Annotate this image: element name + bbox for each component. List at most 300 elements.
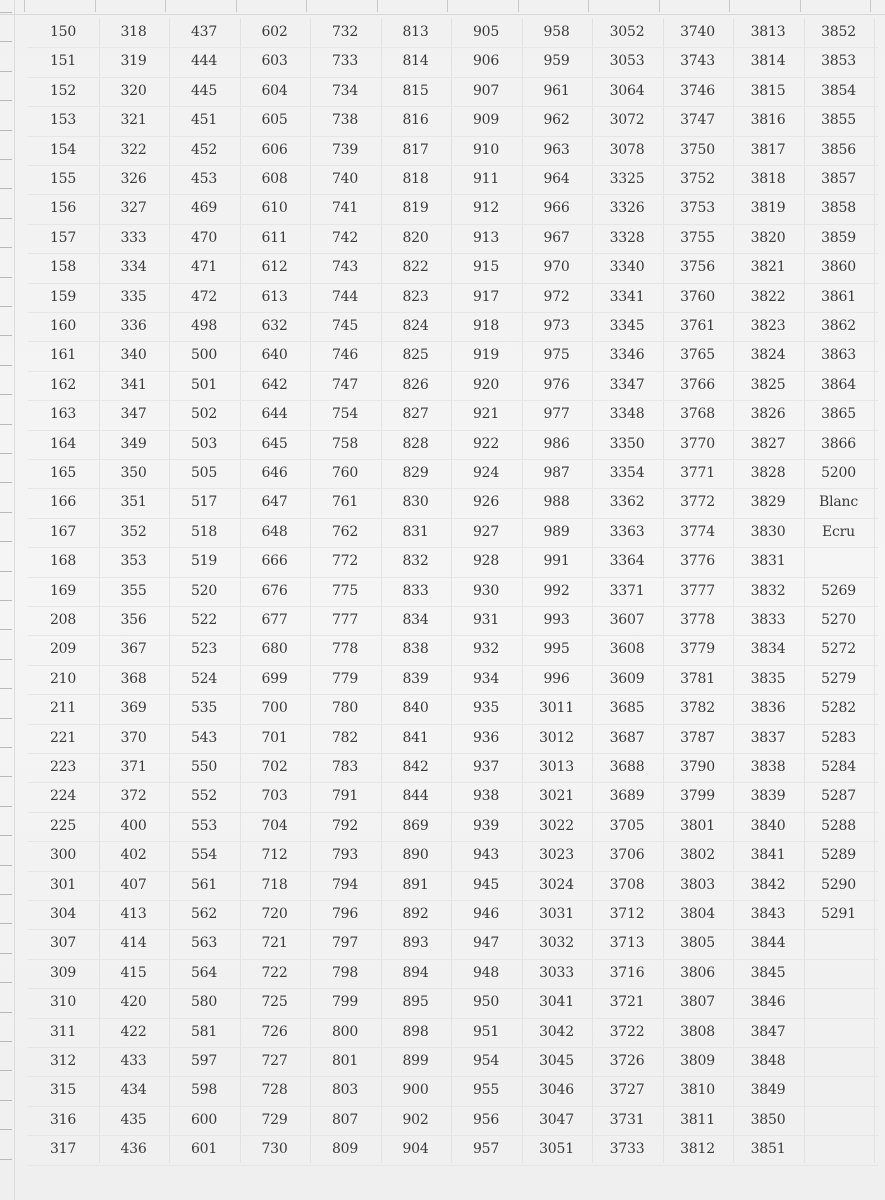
color-code-cell: 163	[49, 406, 77, 423]
color-code-cell: 905	[472, 24, 500, 40]
color-code-cell: 333	[120, 229, 147, 246]
color-code-cell: 963	[543, 141, 570, 158]
color-code-cell: 734	[331, 82, 359, 99]
color-code-cell: 469	[190, 200, 218, 217]
color-code-cell: 221	[49, 729, 77, 746]
color-code-cell: 3808	[680, 1023, 715, 1040]
color-code-cell: 3813	[750, 24, 786, 40]
color-code-cell: 518	[190, 523, 218, 540]
color-code-cell	[804, 1076, 874, 1105]
row-divider	[28, 929, 878, 930]
color-code-cell: 907	[472, 82, 500, 99]
color-code-cell: 746	[331, 347, 359, 364]
color-code-cell: 3858	[821, 200, 856, 217]
color-code-cell: 153	[49, 112, 77, 129]
color-code-cell: 962	[543, 112, 570, 129]
ruler-tick	[0, 130, 12, 131]
color-code-cell	[804, 1047, 874, 1076]
color-code-cell: 552	[190, 788, 218, 805]
color-code-cell: 927	[472, 523, 500, 540]
color-code-cell: 956	[472, 1111, 500, 1128]
color-code-cell: 797	[331, 935, 359, 952]
color-code-cell: 3832	[750, 582, 786, 599]
color-code-cell: 3347	[609, 376, 645, 393]
color-code-cell: 371	[120, 759, 147, 775]
color-code-cell: 945	[472, 876, 500, 893]
color-code-cell: 155	[49, 171, 77, 187]
color-code-cell: 309	[49, 964, 77, 981]
color-code-cell: 3830	[750, 523, 786, 540]
row-divider	[28, 694, 878, 695]
color-code-cell: 666	[261, 553, 288, 570]
color-code-cell: 744	[331, 288, 359, 305]
ruler-tick	[0, 659, 12, 660]
color-code-cell: 814	[402, 53, 429, 70]
color-code-cell: 3712	[609, 906, 645, 922]
color-code-cell: 208	[49, 612, 77, 628]
color-code-cell: 453	[190, 171, 218, 187]
color-code-cell: 938	[472, 788, 500, 805]
color-code-cell: 3857	[821, 171, 856, 187]
color-code-cell: 972	[543, 288, 570, 305]
color-code-cell: 3045	[539, 1053, 574, 1069]
row-divider	[28, 812, 878, 813]
color-code-cell: 472	[190, 288, 218, 305]
row-divider	[28, 518, 878, 519]
color-code-cell: 550	[190, 759, 218, 775]
ruler-tick	[0, 218, 12, 219]
color-code-cell: 5290	[821, 876, 856, 893]
color-code-cell: 162	[49, 376, 77, 393]
color-code-cell: 564	[190, 964, 218, 981]
color-code-cell: 794	[331, 876, 359, 893]
color-code-cell: 800	[331, 1023, 359, 1040]
color-code-cell: 924	[472, 465, 500, 481]
color-code-cell: 169	[49, 582, 77, 599]
color-code-cell: 3835	[750, 670, 786, 687]
color-code-cell: 3760	[680, 288, 715, 305]
color-code-cell: 828	[402, 435, 429, 452]
color-code-cell: 729	[261, 1111, 288, 1128]
color-code-cell: 793	[331, 847, 359, 864]
color-code-cell	[804, 547, 874, 576]
color-code-cell: 519	[190, 553, 218, 570]
color-code-cell: 3716	[609, 964, 645, 981]
color-code-cell: 3042	[539, 1023, 574, 1040]
color-code-cell: 505	[190, 465, 218, 481]
color-code-cell: 3765	[680, 347, 715, 364]
color-code-cell: 817	[402, 141, 429, 158]
ruler-tick	[0, 188, 12, 189]
color-code-cell: 819	[402, 200, 429, 217]
color-code-cell: 335	[120, 288, 147, 305]
color-code-cell: 973	[543, 318, 570, 334]
color-code-cell: 966	[543, 200, 570, 217]
color-code-cell: 353	[120, 553, 147, 570]
color-code-cell: 957	[472, 1141, 500, 1158]
color-code-cell: 3851	[750, 1141, 786, 1158]
color-code-cell: 961	[543, 82, 570, 99]
color-code-cell: 782	[331, 729, 359, 746]
ruler-tick	[0, 1100, 12, 1101]
color-code-cell: 3022	[539, 817, 574, 834]
color-code-cell: 3031	[539, 906, 574, 922]
color-code-cell: 613	[261, 288, 288, 305]
color-code-cell: 727	[261, 1053, 288, 1069]
color-code-cell: 894	[402, 964, 429, 981]
color-code-cell: 5288	[821, 817, 856, 834]
color-code-cell: 989	[543, 523, 570, 540]
color-code-cell: 987	[543, 465, 570, 481]
ruler-tick	[0, 41, 12, 42]
color-code-cell: 3363	[609, 523, 645, 540]
color-code-cell: 3064	[609, 82, 645, 99]
color-code-cell: 741	[331, 200, 359, 217]
color-code-cell: 3354	[609, 465, 645, 481]
column-divider	[874, 18, 875, 1163]
color-code-cell: 917	[472, 288, 500, 305]
color-code-cell: 700	[261, 700, 288, 717]
color-code-cell: 3051	[539, 1141, 574, 1158]
ruler-tick	[870, 0, 871, 12]
color-code-cell: 792	[331, 817, 359, 834]
row-divider	[28, 165, 878, 166]
color-code-cell: 3804	[680, 906, 715, 922]
color-code-cell: 733	[331, 53, 359, 70]
color-code-cell: 3838	[750, 759, 786, 775]
color-code-cell: 680	[261, 641, 288, 658]
color-code-cell: 745	[331, 318, 359, 334]
color-code-cell: 3782	[680, 700, 715, 717]
color-code-cell: 967	[543, 229, 570, 246]
color-code-cell: 351	[120, 494, 147, 511]
color-code-cell: 3848	[750, 1053, 786, 1069]
color-code-cell: 758	[331, 435, 359, 452]
color-code-cell: 603	[261, 53, 288, 70]
color-code-cell: 553	[190, 817, 218, 834]
color-code-cell: 964	[543, 171, 570, 187]
color-code-cell: 414	[120, 935, 147, 952]
color-code-cell: 3820	[750, 229, 786, 246]
color-code-cell: 722	[261, 964, 288, 981]
color-code-cell: 955	[472, 1082, 500, 1099]
color-code-cell: 3781	[680, 670, 715, 687]
color-code-cell: 3752	[680, 171, 715, 187]
color-code-cell: 3685	[609, 700, 645, 717]
color-code-cell: 605	[261, 112, 288, 129]
color-code-cell: 3747	[680, 112, 715, 129]
color-code-cell: 738	[331, 112, 359, 129]
color-code-cell: 602	[261, 24, 288, 40]
color-code-cell: 523	[190, 641, 218, 658]
color-code-cell: 829	[402, 465, 429, 481]
color-code-cell: 992	[543, 582, 570, 599]
color-code-cell: 3052	[609, 24, 645, 40]
color-code-cell: 3843	[750, 906, 786, 922]
color-code-cell: 3810	[680, 1082, 715, 1099]
color-code-cell: 315	[49, 1082, 77, 1099]
color-code-cell: 3024	[539, 876, 574, 893]
color-code-cell: 3326	[609, 200, 645, 217]
color-code-cell: 840	[402, 700, 429, 717]
color-code-cell: 3812	[680, 1141, 715, 1158]
color-code-cell: 3817	[750, 141, 786, 158]
color-code-cell: 818	[402, 171, 429, 187]
color-code-cell: 3863	[821, 347, 856, 364]
row-divider	[28, 724, 878, 725]
color-code-cell: 402	[120, 847, 147, 864]
color-code-cell: 900	[402, 1082, 429, 1099]
color-code-cell: 3364	[609, 553, 645, 570]
color-code-cell: 3687	[609, 729, 645, 746]
color-code-cell: 320	[120, 82, 147, 99]
color-code-cell: 3836	[750, 700, 786, 717]
color-code-cell: 3761	[680, 318, 715, 334]
color-code-cell: 632	[261, 318, 288, 334]
color-code-cell: 761	[331, 494, 359, 511]
color-code-cell: 704	[261, 817, 288, 834]
row-divider	[28, 106, 878, 107]
color-code-cell: 3750	[680, 141, 715, 158]
color-code-cell: 3688	[609, 759, 645, 775]
color-code-cell: 3847	[750, 1023, 786, 1040]
color-code-cell: 3012	[539, 729, 574, 746]
color-code-cell: 3816	[750, 112, 786, 129]
row-divider	[28, 988, 878, 989]
color-code-cell: 370	[120, 729, 147, 746]
color-code-cell: 3340	[609, 259, 645, 276]
ruler-tick	[0, 865, 12, 866]
color-code-cell: 3787	[680, 729, 715, 746]
ruler-tick	[588, 0, 589, 12]
color-code-cell: 500	[190, 347, 218, 364]
color-code-cell: 3866	[821, 435, 856, 452]
color-code-cell: 954	[472, 1053, 500, 1069]
color-code-cell: 3790	[680, 759, 715, 775]
color-code-cell: 611	[261, 229, 288, 246]
color-code-cell: 841	[402, 729, 429, 746]
color-code-cell: 3828	[750, 465, 786, 481]
color-code-cell: 517	[190, 494, 218, 511]
color-code-cell: 436	[120, 1141, 147, 1158]
color-code-cell: 598	[190, 1082, 218, 1099]
color-code-cell: 732	[331, 24, 359, 40]
row-divider	[28, 488, 878, 489]
ruler-tick	[0, 453, 12, 454]
ruler-tick	[0, 1012, 12, 1013]
color-code-cell: 3806	[680, 964, 715, 981]
color-code-cell: 3743	[680, 53, 715, 70]
ruler-tick	[0, 394, 12, 395]
color-code-cell: 3770	[680, 435, 715, 452]
top-ruler	[0, 0, 885, 15]
color-code-cell: 3837	[750, 729, 786, 746]
color-code-cell: 950	[472, 994, 500, 1011]
color-code-cell: 815	[402, 82, 429, 99]
ruler-tick	[165, 0, 166, 12]
ruler-tick	[659, 0, 660, 12]
color-code-cell: 3325	[609, 171, 645, 187]
color-code-cell: 3731	[609, 1111, 645, 1128]
color-code-cell: 327	[120, 200, 147, 217]
color-code-cell: 775	[331, 582, 359, 599]
color-code-cell: 3833	[750, 612, 786, 628]
color-code-cell: 807	[331, 1111, 359, 1128]
color-code-cell: 913	[472, 229, 500, 246]
color-code-cell: 535	[190, 700, 218, 717]
color-code-cell: 3046	[539, 1082, 574, 1099]
color-code-cell: 739	[331, 141, 359, 158]
color-code-cell: 975	[543, 347, 570, 364]
ruler-tick	[0, 159, 12, 160]
color-code-cell: 3350	[609, 435, 645, 452]
color-code-cell: 780	[331, 700, 359, 717]
row-divider	[28, 224, 878, 225]
ruler-tick	[0, 100, 12, 101]
color-code-cell: 993	[543, 612, 570, 628]
color-code-cell: 3814	[750, 53, 786, 70]
color-code-cell: 502	[190, 406, 218, 423]
color-code-cell: 341	[120, 376, 147, 393]
color-code-cell: 3846	[750, 994, 786, 1011]
color-code-cell: 820	[402, 229, 429, 246]
color-code-cell: 470	[190, 229, 218, 246]
color-code-cell: 912	[472, 200, 500, 217]
color-code-cell: 645	[261, 435, 288, 452]
color-code-cell: 434	[120, 1082, 147, 1099]
color-code-cell: 3753	[680, 200, 715, 217]
color-code-cell: 779	[331, 670, 359, 687]
row-divider	[28, 782, 878, 783]
row-divider	[28, 1076, 878, 1077]
color-code-cell: 301	[49, 876, 77, 893]
color-code-cell: 730	[261, 1141, 288, 1158]
color-code-cell: 3721	[609, 994, 645, 1011]
color-code-cell: 3047	[539, 1111, 574, 1128]
color-code-cell: 803	[331, 1082, 359, 1099]
color-code-cell: 3755	[680, 229, 715, 246]
color-code-cell: 838	[402, 641, 429, 658]
color-code-cell: 3864	[821, 376, 856, 393]
color-code-cell: 151	[49, 53, 77, 70]
color-code-cell: 3041	[539, 994, 574, 1011]
color-code-cell: 3841	[750, 847, 786, 864]
color-code-cell: 161	[49, 347, 77, 364]
color-code-cell: 167	[49, 523, 77, 540]
ruler-tick	[0, 247, 12, 248]
color-code-cell	[804, 1135, 874, 1164]
ruler-tick	[0, 982, 12, 983]
color-code-cell: 600	[190, 1111, 218, 1128]
color-code-cell: 3799	[680, 788, 715, 805]
color-code-cell: 3706	[609, 847, 645, 864]
color-code-cell: 562	[190, 906, 218, 922]
color-code-cell: 3776	[680, 553, 715, 570]
color-code-cell: 3607	[609, 612, 645, 628]
color-code-cell: 830	[402, 494, 429, 511]
ruler-tick	[0, 688, 12, 689]
ruler-tick	[0, 71, 12, 72]
color-code-cell: 922	[472, 435, 500, 452]
color-code-cell: 597	[190, 1053, 218, 1069]
ruler-tick	[95, 0, 96, 12]
color-code-cell: 498	[190, 318, 218, 334]
color-code-cell: 3822	[750, 288, 786, 305]
color-code-cell: 581	[190, 1023, 218, 1040]
color-code-cell: 3859	[821, 229, 856, 246]
ruler-tick	[0, 1159, 12, 1160]
color-code-cell: 311	[49, 1023, 77, 1040]
color-code-cell: 742	[331, 229, 359, 246]
row-divider	[28, 577, 878, 578]
color-code-cell	[804, 1106, 874, 1135]
color-code-cell: 561	[190, 876, 218, 893]
ruler-tick	[0, 747, 12, 748]
color-code-cell: 3827	[750, 435, 786, 452]
color-code-cell: 904	[402, 1141, 429, 1158]
color-code-cell: 3371	[609, 582, 645, 599]
color-code-cell: 157	[49, 229, 77, 246]
color-code-cell: 743	[331, 259, 359, 276]
color-code-cell: 728	[261, 1082, 288, 1099]
color-code-cell: 3722	[609, 1023, 645, 1040]
row-divider	[28, 194, 878, 195]
color-code-cell: 791	[331, 788, 359, 805]
color-code-cell: 816	[402, 112, 429, 129]
color-code-cell: 3853	[821, 53, 856, 70]
color-code-cell: 3815	[750, 82, 786, 99]
row-divider	[28, 459, 878, 460]
color-code-cell: 3072	[609, 112, 645, 129]
color-code-cell: 3345	[609, 318, 645, 334]
color-code-cell: 844	[402, 788, 429, 805]
color-code-cell: 699	[261, 670, 288, 687]
color-code-cell: 608	[261, 171, 288, 187]
color-code-cell	[804, 929, 874, 958]
color-code-cell: 5269	[821, 582, 856, 599]
color-code-cell: 444	[190, 53, 218, 70]
color-code-cell: 747	[331, 376, 359, 393]
ruler-tick	[518, 0, 519, 12]
color-code-cell: 3768	[680, 406, 715, 423]
color-code-cell: 3850	[750, 1111, 786, 1128]
color-code-cell: 3740	[680, 24, 715, 40]
ruler-tick	[0, 424, 12, 425]
color-code-cell: 606	[261, 141, 288, 158]
color-code-cell: 893	[402, 935, 429, 952]
ruler-tick	[236, 0, 237, 12]
color-code-cell: 3726	[609, 1053, 645, 1069]
color-code-cell: 996	[543, 670, 570, 687]
color-code-cell: 318	[120, 24, 147, 40]
color-code-cell: 648	[261, 523, 288, 540]
color-code-cell: Ecru	[822, 523, 855, 540]
color-code-cell: 3766	[680, 376, 715, 393]
color-code-cell: 3713	[609, 935, 645, 952]
color-code-cell: 601	[190, 1141, 218, 1158]
color-code-cell: 702	[261, 759, 288, 775]
color-code-cell: 947	[472, 935, 500, 952]
color-code-cell: 160	[49, 318, 77, 334]
color-code-cell: 796	[331, 906, 359, 922]
color-code-cell: 3013	[539, 759, 574, 775]
color-code-cell: 991	[543, 553, 570, 570]
color-code-cell: 798	[331, 964, 359, 981]
row-divider	[28, 400, 878, 401]
color-code-cell: 842	[402, 759, 429, 775]
color-code-cell: 3756	[680, 259, 715, 276]
color-code-cell: Blanc	[819, 494, 858, 511]
